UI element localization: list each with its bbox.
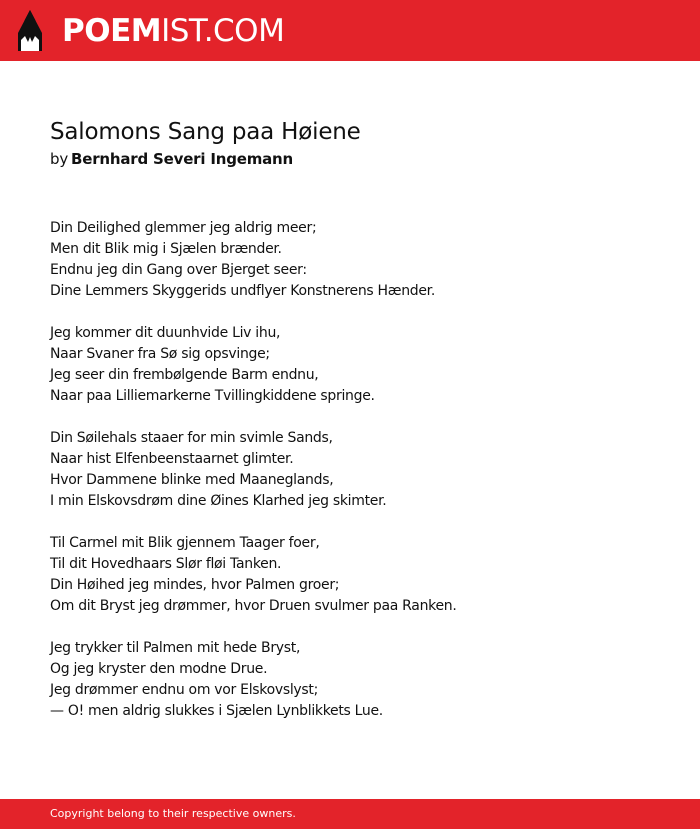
brand-bold-text: POEM (62, 13, 162, 49)
poem-line: Naar paa Lilliemarkerne Tvillingkiddene springe. (50, 388, 375, 404)
poem-line: Din Høihed jeg mindes, hvor Palmen groer; (50, 577, 340, 593)
poem-line: Jeg drømmer endnu om vor Elskovslyst; (50, 682, 319, 698)
poem-body (50, 218, 670, 743)
poem-line: Til Carmel mit Blik gjennem Taager foer, (50, 535, 320, 551)
poem-line: Og jeg kryster den modne Drue. (50, 661, 268, 677)
stanza (50, 533, 670, 617)
poem-line: Endnu jeg din Gang over Bjerget seer: (50, 262, 307, 278)
poem-line: I min Elskovsdrøm dine Øines Klarhed jeg skimter. (50, 493, 387, 509)
pencil-icon[interactable] (17, 9, 43, 52)
stanza (50, 218, 670, 302)
site-logo-text[interactable] (62, 13, 284, 49)
poem-line: Jeg kommer dit duunhvide Liv ihu, (50, 325, 281, 341)
poem-line: Din Søilehals staaer for min svimle Sands, (50, 430, 333, 446)
stanza (50, 638, 670, 722)
poem-line: Men dit Blik mig i Sjælen brænder. (50, 241, 282, 257)
poem-line: Naar Svaner fra Sø sig opsvinge; (50, 346, 270, 362)
poem-line: Til dit Hovedhaars Slør fløi Tanken. (50, 556, 282, 572)
poem-line: Dine Lemmers Skyggerids undflyer Konstnerens Hænder. (50, 283, 436, 299)
stanza (50, 428, 670, 512)
poem-line: — O! men aldrig slukkes i Sjælen Lynblikkets Lue. (50, 703, 383, 719)
byline (50, 148, 293, 170)
site-header (0, 0, 700, 61)
poem-line: Jeg seer din frembølgende Barm endnu, (50, 367, 319, 383)
poem-title: Salomons Sang paa Høiene (50, 119, 361, 145)
by-label: by (50, 150, 68, 168)
poem-line: Om dit Bryst jeg drømmer, hvor Druen svulmer paa Ranken. (50, 598, 457, 614)
brand-light-text: IST.COM (161, 13, 285, 49)
poem-line: Naar hist Elfenbeenstaarnet glimter. (50, 451, 294, 467)
site-footer (0, 799, 700, 829)
stanza (50, 323, 670, 407)
poem-line: Hvor Dammene blinke med Maaneglands, (50, 472, 334, 488)
author-name: Bernhard Severi Ingemann (71, 150, 294, 168)
poem-line: Din Deilighed glemmer jeg aldrig meer; (50, 220, 317, 236)
poem-line: Jeg trykker til Palmen mit hede Bryst, (50, 640, 301, 656)
copyright-text: Copyright belong to their respective owners. (50, 807, 296, 820)
